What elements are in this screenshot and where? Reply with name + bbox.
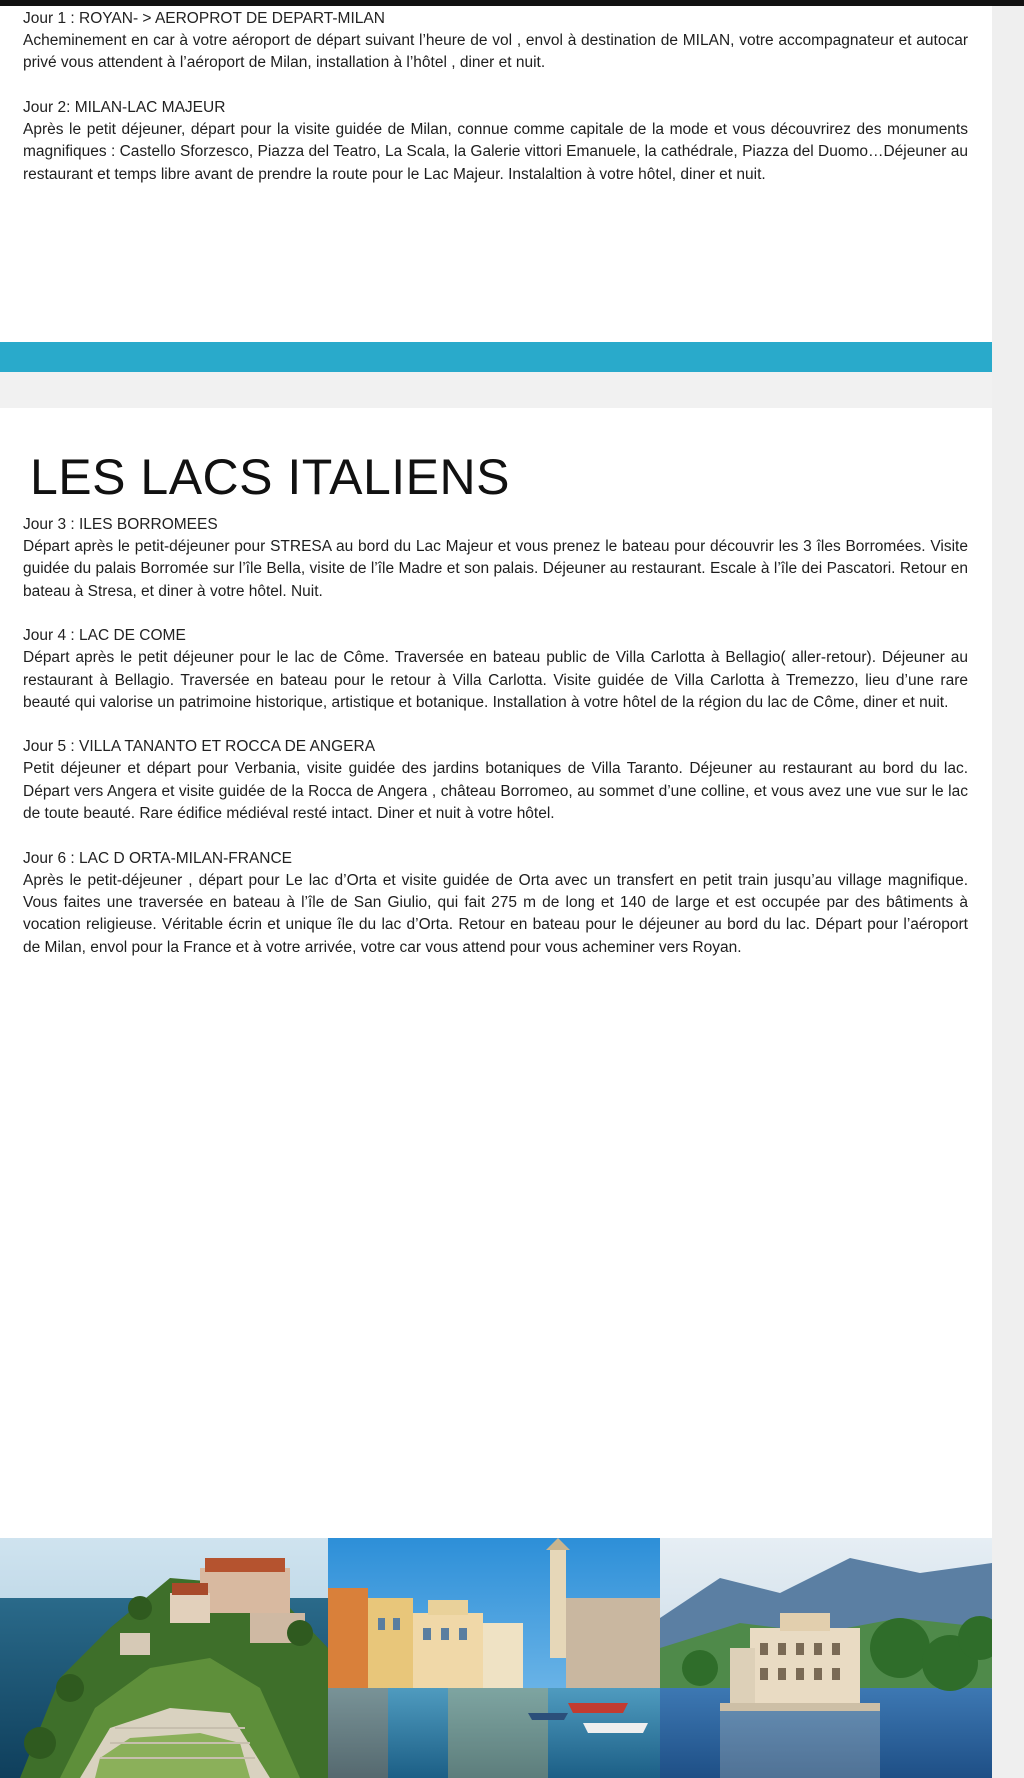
- page1-content: [23, 8, 968, 208]
- day-title: Jour 4 : LAC DE COME: [23, 627, 186, 645]
- day-title: Jour 2: MILAN-LAC MAJEUR: [23, 98, 226, 116]
- page2-content: [23, 514, 968, 981]
- day-title: Jour 1 : ROYAN- > AEROPROT DE DEPART-MILAN: [23, 10, 385, 27]
- day-text: Après le petit déjeuner, départ pour la visite guidée de Milan, connue comme capitale de la mode et vous découvrirez des monuments magnifiques : Castello Sforzesco, Piazza del Teatro, La Scala, la Galerie vittori Emanuele, la cathédrale, Piazza del Duomo…Déjeuner au restaurant et temps libre avant de prendre la route pour le Lac Majeur. Instalaltion à votre hôtel, diner et nuit.: [23, 120, 968, 183]
- day-text: Petit déjeuner et départ pour Verbania, visite guidée des jardins botaniques de Villa Taranto. Déjeuner au restaurant au bord du lac. Départ vers Angera et visite guidée de la Rocca de Angera , château Borromeo, au sommet d’une colline, et vous avez une vue sur le lac de toute beauté. Rare édifice médiéval resté intact. Diner et nuit à votre hôtel.: [23, 760, 968, 823]
- day-text: Départ après le petit-déjeuner pour STRESA au bord du Lac Majeur et vous prenez le bateau pour découvrir les 3 îles Borromées. Visite guidée du palais Borromée sur l’île Bella, visite de l’île Madre et son palais. Déjeuner au restaurant. Escale à l’île dei Pascatori. Retour en bateau à Stresa, et diner à votre hôtel. Nuit.: [23, 538, 968, 600]
- day-title: Jour 3 : ILES BORROMEES: [23, 516, 218, 533]
- day-3: [23, 514, 968, 603]
- photo-strip: [0, 1538, 992, 1778]
- day-text: Acheminement en car à votre aéroport de départ suivant l’heure de vol , envol à destination de MILAN, votre accompagnateur et autocar privé vous attendent à l’aéroport de Milan, installation à l’hôtel , diner et nuit.: [23, 32, 968, 72]
- harbor-town-photo: [328, 1538, 660, 1778]
- right-gutter: [992, 6, 1024, 1778]
- lakeside-villa-photo: [660, 1538, 992, 1778]
- day-title: Jour 6 : LAC D ORTA-MILAN-FRANCE: [23, 849, 293, 867]
- day-5: [23, 736, 968, 825]
- document-page-1: [0, 6, 992, 342]
- day-4: [23, 625, 968, 714]
- page-gap: [0, 372, 992, 408]
- accent-band: [0, 342, 992, 372]
- day-1: [23, 8, 968, 75]
- day-title: Jour 5 : VILLA TANANTO ET ROCCA DE ANGERA: [23, 738, 376, 756]
- day-text: Départ après le petit déjeuner pour le lac de Côme. Traversée en bateau public de Villa Carlotta à Bellagio( aller-retour). Déjeuner au restaurant à Bellagio. Traversée en bateau pour le retour à Villa Carlotta. Visite guidée de Villa Carlotta à Tremezzo, lieu d’une rare beauté qui valorise un patrimoine historique, artistique et botanique. Installation à votre hôtel de la région du lac de Côme, diner et nuit.: [23, 649, 968, 712]
- day-6: [23, 848, 968, 960]
- day-text: Après le petit-déjeuner , départ pour Le lac d’Orta et visite guidée de Orta avec un transfert en petit train jusqu’au village magnifique. Vous faites une traversée en bateau à l’île de San Giulio, qui fait 275 m de long et 140 de large et est occupée par des bâtiments à vocation religieuse. Véritable écrin et unique île du lac d’Orta. Retour en bateau pour le déjeuner au bord du lac. Départ pour l’aéroport de Milan, envol pour la France et à votre arrivée, votre car vous attend pour vous acheminer vers Royan.: [23, 871, 968, 956]
- island-palace-photo: [0, 1538, 328, 1778]
- page-title: LES LACS ITALIENS: [30, 449, 510, 505]
- day-2: [23, 97, 968, 186]
